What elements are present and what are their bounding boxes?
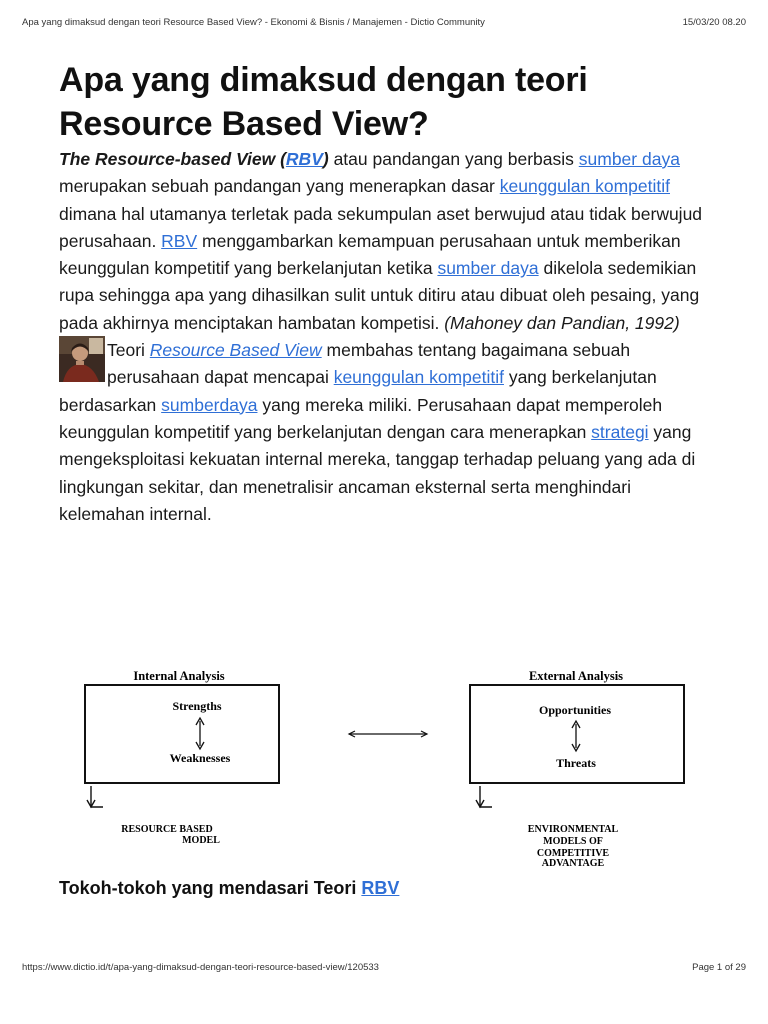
text-segment: yang berkelanjutan berdasarkan [59, 367, 657, 415]
link-keunggulan-kompetitif-2[interactable]: keunggulan kompetitif [333, 367, 504, 388]
print-footer-url: https://www.dictio.id/t/apa-yang-dimaksud-dengan-teori-resource-based-view/120533 [22, 962, 379, 973]
paragraph-intro [59, 146, 719, 337]
print-header [22, 17, 746, 31]
avatar[interactable] [59, 336, 105, 382]
link-sumber-daya[interactable]: sumber daya [578, 149, 680, 169]
environmental-models-line1: ENVIRONMENTAL [527, 824, 619, 835]
citation: (Mahoney dan Pandian, 1992) [444, 312, 680, 333]
external-analysis-title: External Analysis [528, 669, 624, 683]
link-rbv-heading[interactable]: RBV [361, 878, 400, 898]
down-arrow-external [476, 786, 492, 807]
text-segment: atau pandangan yang berbasis [328, 149, 579, 169]
threats-label: Threats [556, 756, 596, 770]
intro-term-close: ) [322, 149, 329, 169]
paragraph-rbv-theory [59, 337, 719, 528]
environmental-models-line4: ADVANTAGE [541, 858, 605, 866]
text-segment: yang mengeksploitasi kekuatan internal mereka, tanggap terhadap peluang yang ada di lingkungan sekitar, dan menetralisir ancaman eksternal serta menghindari kelemahan internal. [59, 421, 696, 524]
link-sumber-daya-2[interactable]: sumber daya [437, 258, 539, 279]
link-rbv-intro[interactable]: RBV [285, 149, 323, 169]
environmental-models-line2: MODELS OF [543, 836, 603, 847]
strengths-weaknesses-arrow [196, 718, 204, 749]
swot-rbv-diagram [59, 666, 719, 866]
text-segment: membahas tentang bagaimana sebuah perusahaan dapat mencapai [107, 340, 631, 388]
internal-analysis-title: Internal Analysis [133, 669, 225, 683]
print-footer [22, 962, 746, 976]
resource-based-model-line2: MODEL [182, 835, 220, 846]
strengths-label: Strengths [172, 699, 222, 713]
text-segment: merupakan sebuah pandangan yang menerapkan dasar [59, 176, 500, 197]
two-way-arrow [349, 731, 427, 737]
link-resource-based-view[interactable]: Resource Based View [149, 340, 322, 361]
section-heading-text: Tokoh-tokoh yang mendasari Teori [59, 878, 362, 898]
print-footer-page: Page 1 of 29 [692, 962, 746, 973]
print-header-title: Apa yang dimaksud dengan teori Resource Based View? - Ekonomi & Bisnis / Manajemen - Dictio Community [22, 17, 485, 28]
text-segment: menggambarkan kemampuan perusahaan untuk memberikan keunggulan kompetitif yang berkelanjutan ketika [59, 230, 681, 279]
weaknesses-label: Weaknesses [169, 751, 231, 765]
avatar-image [59, 336, 105, 382]
resource-based-model-line1: RESOURCE BASED [121, 824, 213, 835]
intro-term [59, 149, 329, 169]
text-segment: dikelola sedemikian rupa sehingga apa yang dihasilkan sulit untuk ditiru atau dibuat oleh pesaing, yang pada akhirnya menciptakan hambatan kompetisi. [59, 258, 700, 333]
intro-term-text: The Resource-based View ( [59, 149, 286, 169]
print-header-datetime: 15/03/20 08.20 [682, 17, 746, 28]
link-sumberdaya[interactable]: sumberdaya [161, 394, 258, 415]
opportunities-label: Opportunities [538, 703, 612, 717]
environmental-models-line3: COMPETITIVE [536, 848, 610, 859]
section-heading-tokoh [59, 876, 399, 900]
text-segment: yang mereka miliki. Perusahaan dapat memperoleh keunggulan kompetitif yang berkelanjutan dengan cara menerapkan [59, 394, 663, 442]
page-title: Apa yang dimaksud dengan teori Resource Based View? [59, 61, 588, 143]
down-arrow-internal [87, 786, 103, 807]
text-segment: dimana hal utamanya terletak pada sekumpulan aset berwujud atau tidak berwujud perusahaan. [59, 203, 703, 251]
opportunities-threats-arrow [572, 721, 580, 751]
link-keunggulan-kompetitif[interactable]: keunggulan kompetitif [499, 176, 670, 197]
text-segment: Teori [107, 340, 150, 361]
link-strategi[interactable]: strategi [591, 421, 649, 442]
link-rbv[interactable]: RBV [161, 230, 198, 251]
article-content [59, 58, 719, 898]
